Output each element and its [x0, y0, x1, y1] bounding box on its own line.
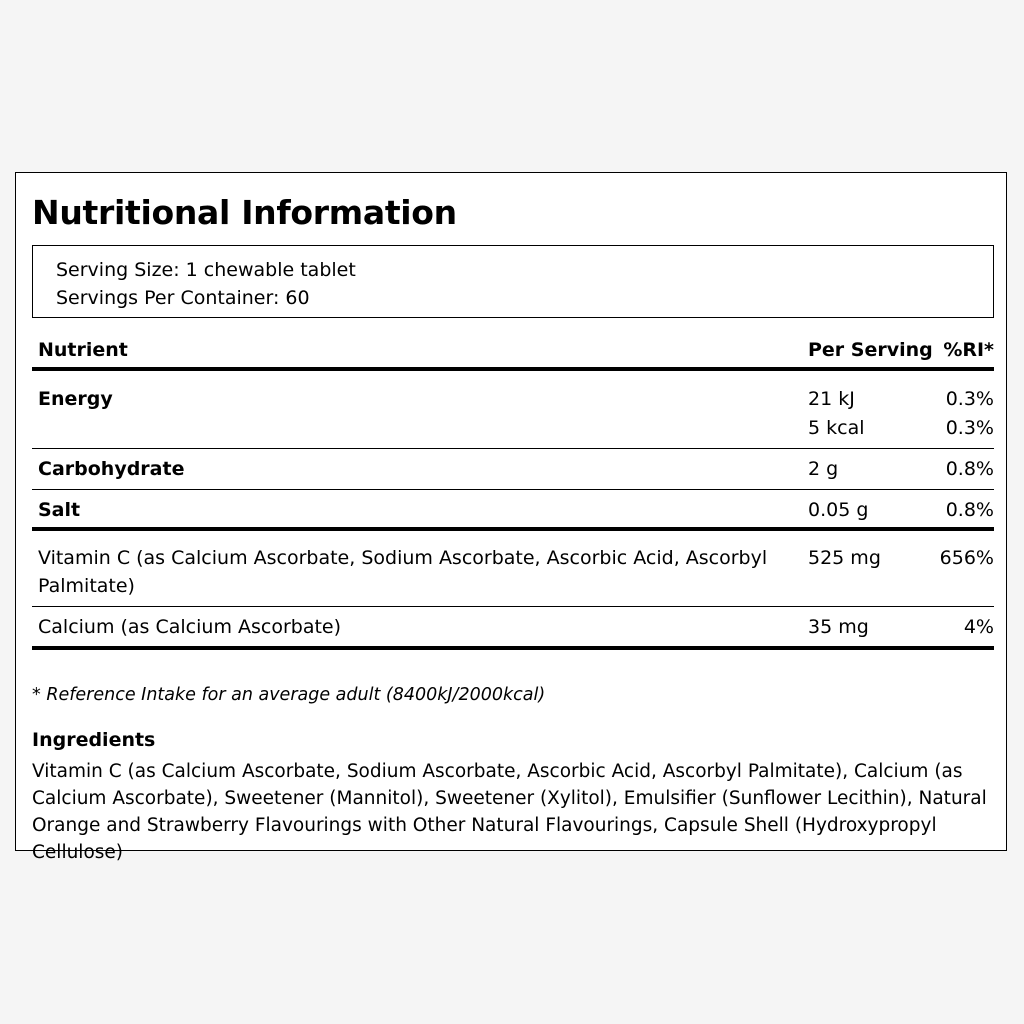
- servings-per-container: Servings Per Container: 60: [56, 287, 310, 309]
- table-row-energy-kcal: [32, 410, 994, 449]
- ri-value: 0.8%: [945, 499, 994, 521]
- ri-value: 0.3%: [945, 388, 994, 410]
- nutrient-name: Calcium (as Calcium Ascorbate): [38, 616, 342, 638]
- per-serving-value: 2 g: [808, 458, 839, 480]
- serving-info-box: [32, 245, 994, 318]
- per-serving-value: 525 mg: [808, 547, 881, 569]
- reference-intake-footnote: * Reference Intake for an average adult (8400kJ/2000kcal): [32, 685, 546, 705]
- per-serving-value: 5 kcal: [808, 417, 865, 439]
- nutrition-panel: [15, 172, 1007, 863]
- serving-size: Serving Size: 1 chewable tablet: [56, 259, 356, 281]
- header-ri: %RI*: [943, 339, 994, 361]
- ri-value: 656%: [939, 547, 994, 569]
- ri-value: 0.8%: [945, 458, 994, 480]
- ingredients-text: Vitamin C (as Calcium Ascorbate, Sodium Ascorbate, Ascorbic Acid, Ascorbyl Palmitate), Calcium (as Calcium Ascorbate), Sweetener (Mannitol), Sweetener (Xylitol), Emulsifier (Sunflower Lecithin), Natural Orange and Strawberry Flavourings with Other Natural Flavourings, Capsule Shell (Hydroxypropyl Cellulose): [32, 761, 987, 863]
- table-row-vitamin-c: [32, 531, 994, 607]
- ingredients-heading: Ingredients: [32, 729, 156, 751]
- per-serving-value: 35 mg: [808, 616, 869, 638]
- header-per-serving: Per Serving: [808, 339, 933, 361]
- nutrient-name: Energy: [38, 388, 113, 410]
- nutrition-table: [32, 325, 994, 650]
- table-row-energy-kj: [32, 371, 994, 410]
- table-row-carbohydrate: [32, 449, 994, 490]
- table-row-calcium: [32, 607, 994, 650]
- nutrient-name: Salt: [38, 499, 81, 521]
- ri-value: 0.3%: [945, 417, 994, 439]
- ri-value: 4%: [963, 616, 994, 638]
- table-header-row: [32, 325, 994, 371]
- header-nutrient: Nutrient: [38, 339, 128, 361]
- page-title: Nutritional Information: [32, 193, 457, 232]
- nutrient-name: Vitamin C (as Calcium Ascorbate, Sodium Ascorbate, Ascorbic Acid, Ascorbyl Palmitate): [38, 547, 768, 597]
- per-serving-value: 21 kJ: [808, 388, 855, 410]
- nutrient-name: Carbohydrate: [38, 458, 185, 480]
- table-row-salt: [32, 490, 994, 531]
- per-serving-value: 0.05 g: [808, 499, 869, 521]
